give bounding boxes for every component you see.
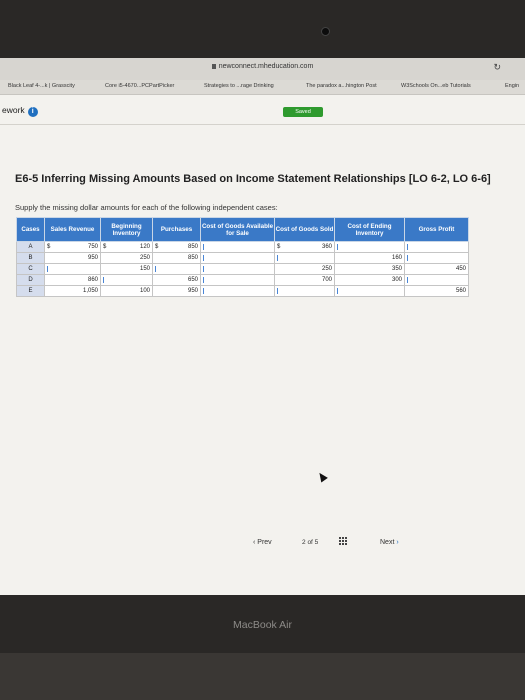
header-ending-inventory: Cost of Ending Inventory bbox=[335, 218, 405, 242]
browser-screen bbox=[0, 58, 525, 595]
next-button[interactable] bbox=[380, 539, 399, 546]
bookmark-strategies[interactable]: Strategies to ...rage Drinking bbox=[204, 83, 274, 89]
table-row bbox=[17, 275, 469, 286]
case-label: E bbox=[17, 286, 45, 297]
webcam-icon bbox=[321, 27, 330, 36]
cogas-input[interactable] bbox=[201, 275, 275, 286]
income-statement-table bbox=[16, 217, 469, 297]
page-current: 2 bbox=[302, 539, 306, 546]
table-row bbox=[17, 242, 469, 253]
chevron-right-icon: › bbox=[396, 539, 399, 546]
beginning-inventory-cell: 250 bbox=[101, 253, 153, 264]
dollar-sign: $ bbox=[103, 244, 107, 250]
sales-revenue-cell: 950 bbox=[45, 253, 101, 264]
cogs-cell bbox=[275, 242, 335, 253]
reload-icon[interactable]: ↻ bbox=[493, 62, 501, 72]
page-total: 5 bbox=[314, 539, 319, 546]
gross-profit-input[interactable] bbox=[405, 253, 469, 264]
gross-profit-input[interactable] bbox=[405, 242, 469, 253]
cogs-input[interactable] bbox=[275, 286, 335, 297]
next-label: Next bbox=[380, 539, 395, 546]
instructions: Supply the missing dollar amounts for each of the following independent cases: bbox=[15, 203, 278, 212]
gross-profit-cell: 560 bbox=[405, 286, 469, 297]
purchases-cell: 650 bbox=[153, 275, 201, 286]
exercise-title: E6-5 Inferring Missing Amounts Based on Income Statement Relationships [LO 6-2, LO 6-6] bbox=[15, 173, 491, 185]
case-label: C bbox=[17, 264, 45, 275]
saved-badge: Saved bbox=[283, 107, 323, 117]
lock-icon bbox=[212, 64, 216, 69]
gross-profit-cell: 450 bbox=[405, 264, 469, 275]
sales-revenue-cell bbox=[45, 242, 101, 253]
table-row bbox=[17, 253, 469, 264]
cogs-cell: 250 bbox=[275, 264, 335, 275]
dollar-sign: $ bbox=[155, 244, 159, 250]
bookmark-grasscity[interactable]: Black Leaf 4-...k | Grasscity bbox=[8, 83, 75, 89]
cell-value: 120 bbox=[139, 244, 150, 250]
dollar-sign: $ bbox=[47, 244, 51, 250]
cogas-input[interactable] bbox=[201, 242, 275, 253]
header-cogs: Cost of Goods Sold bbox=[275, 218, 335, 242]
beginning-inventory-input[interactable] bbox=[101, 275, 153, 286]
bookmarks-bar bbox=[0, 80, 525, 95]
laptop-top-bezel bbox=[0, 0, 525, 58]
cogas-input[interactable] bbox=[201, 253, 275, 264]
header-purchases: Purchases bbox=[153, 218, 201, 242]
url-text[interactable] bbox=[0, 63, 525, 70]
beginning-inventory-cell: 150 bbox=[101, 264, 153, 275]
page-of: of bbox=[307, 539, 313, 546]
gross-profit-input[interactable] bbox=[405, 275, 469, 286]
cell-value: 360 bbox=[321, 244, 332, 250]
prev-label: Prev bbox=[257, 539, 272, 546]
case-label: D bbox=[17, 275, 45, 286]
bookmark-engin[interactable]: Engin bbox=[505, 83, 520, 89]
cogas-input[interactable] bbox=[201, 286, 275, 297]
ending-inventory-cell: 300 bbox=[335, 275, 405, 286]
url-label: newconnect.mheducation.com bbox=[218, 63, 314, 70]
header-sales-revenue: Sales Revenue bbox=[45, 218, 101, 242]
ending-inventory-cell: 350 bbox=[335, 264, 405, 275]
laptop-hinge bbox=[0, 653, 525, 700]
section-label-text: ework bbox=[2, 105, 25, 115]
sales-revenue-cell: 860 bbox=[45, 275, 101, 286]
header-beginning-inventory: Beginning Inventory bbox=[101, 218, 153, 242]
header-cogas: Cost of Goods Available for Sale bbox=[201, 218, 275, 242]
address-bar[interactable] bbox=[0, 58, 525, 81]
purchases-cell: 850 bbox=[153, 253, 201, 264]
cogs-input[interactable] bbox=[275, 253, 335, 264]
beginning-inventory-cell: 100 bbox=[101, 286, 153, 297]
purchases-cell: 950 bbox=[153, 286, 201, 297]
cell-value: 850 bbox=[187, 244, 198, 250]
beginning-inventory-cell bbox=[101, 242, 153, 253]
brand-label: MacBook Air bbox=[233, 619, 292, 631]
header-gross-profit: Gross Profit bbox=[405, 218, 469, 242]
header-cases: Cases bbox=[17, 218, 45, 242]
bookmark-washington-post[interactable]: The paradox a...hington Post bbox=[306, 83, 377, 89]
section-label bbox=[2, 105, 38, 117]
ending-inventory-input[interactable] bbox=[335, 286, 405, 297]
dollar-sign: $ bbox=[277, 244, 281, 250]
sales-revenue-input[interactable] bbox=[45, 264, 101, 275]
info-icon[interactable]: i bbox=[28, 107, 38, 117]
table-row bbox=[17, 264, 469, 275]
table-row bbox=[17, 286, 469, 297]
page-indicator bbox=[302, 539, 318, 546]
grid-icon[interactable] bbox=[339, 537, 348, 546]
bookmark-w3schools[interactable]: W3Schools On...eb Tutorials bbox=[401, 83, 471, 89]
cell-value: 750 bbox=[87, 244, 98, 250]
ending-inventory-input[interactable] bbox=[335, 242, 405, 253]
bookmark-pcpartpicker[interactable]: Core i5-4670...PCPartPicker bbox=[105, 83, 175, 89]
cogas-input[interactable] bbox=[201, 264, 275, 275]
mouse-cursor-icon bbox=[316, 471, 328, 483]
purchases-input[interactable] bbox=[153, 264, 201, 275]
prev-button[interactable]: ‹ Prev bbox=[253, 539, 272, 546]
case-label: B bbox=[17, 253, 45, 264]
laptop-bottom-bezel bbox=[0, 595, 525, 700]
case-label: A bbox=[17, 242, 45, 253]
cogs-cell: 700 bbox=[275, 275, 335, 286]
page-content bbox=[0, 95, 525, 595]
sales-revenue-cell: 1,050 bbox=[45, 286, 101, 297]
header-divider bbox=[0, 124, 525, 125]
ending-inventory-cell: 160 bbox=[335, 253, 405, 264]
purchases-cell bbox=[153, 242, 201, 253]
